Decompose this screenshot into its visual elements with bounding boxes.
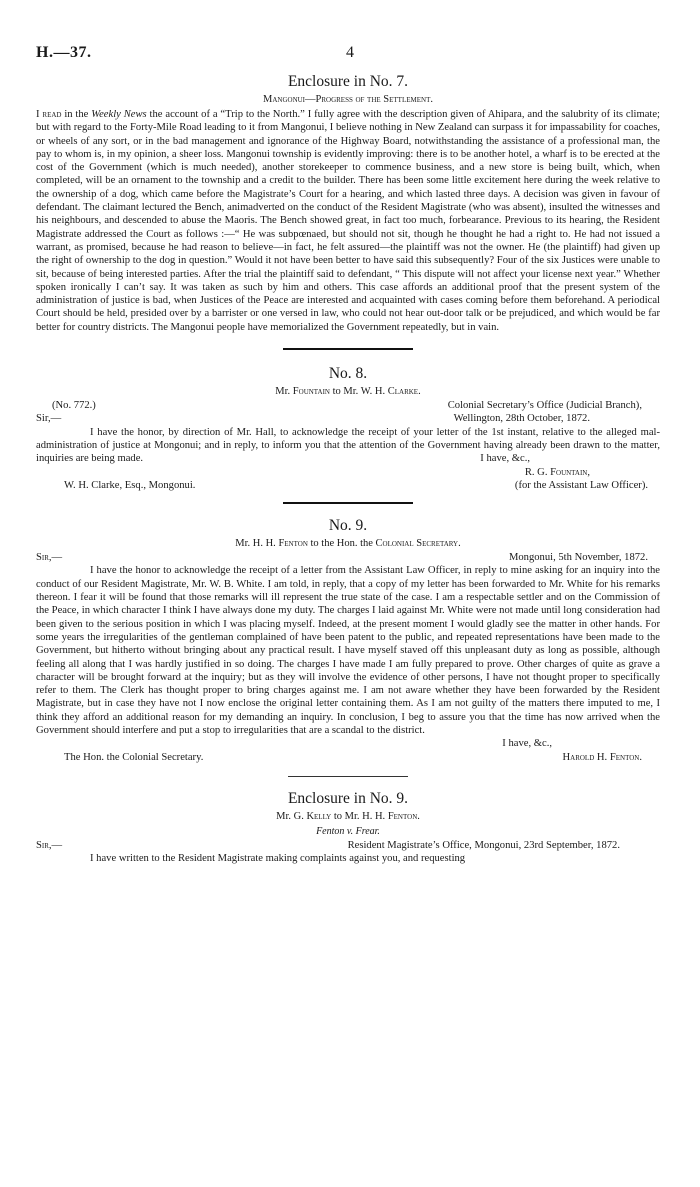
no-9-close-row	[36, 737, 660, 750]
enclosure-9-subtitle	[36, 809, 660, 824]
no-9-sender: Fenton	[278, 538, 308, 550]
no-9-subtitle	[36, 536, 660, 551]
no-9-sign-close: I have, &c.,	[502, 738, 552, 750]
letter-no-8	[36, 364, 660, 492]
newspaper-name: Weekly News	[91, 109, 147, 120]
no-8-ref-row	[36, 399, 660, 412]
enclosure-7-text-a: in the	[61, 109, 92, 120]
no-8-addressee-row	[36, 479, 660, 492]
no-8-office: Colonial Secretary’s Office (Judicial Branch),	[447, 400, 642, 412]
enclosure-7-lead: I read	[36, 109, 62, 120]
no-9-subtitle-mid: to the Hon. the	[307, 538, 376, 550]
no-8-sign-row	[36, 466, 660, 479]
no-9-date: Mongonui, 5th November, 1872.	[508, 552, 648, 564]
no-9-recipient: Colonial Secretary.	[375, 538, 461, 550]
letter-no-9	[36, 516, 660, 764]
no-8-subtitle	[36, 384, 660, 399]
no-8-sign-name: R. G. Fountain,	[524, 466, 590, 478]
no-8-subtitle-mid: to Mr. W. H.	[329, 386, 388, 398]
section-divider	[288, 776, 408, 777]
no-8-addressee: W. H. Clarke, Esq., Mongonui.	[64, 479, 196, 491]
no-8-sender: Fountain	[292, 386, 330, 398]
page-number: 4	[346, 44, 354, 61]
no-9-date-row	[36, 551, 660, 564]
section-divider	[283, 502, 413, 504]
no-8-sign-close: I have, &c.,	[480, 453, 530, 465]
no-9-salutation: Sir,—	[36, 552, 63, 564]
no-8-number-ref: (No. 772.)	[52, 400, 96, 412]
enclosure-7-text	[36, 108, 660, 334]
section-divider	[283, 348, 413, 350]
enclosure-9-subtitle-pre: Mr. G.	[276, 810, 307, 822]
no-8-subtitle-pre: Mr.	[275, 386, 293, 398]
enclosure-9-salutation: Sir,—	[36, 839, 63, 851]
report-reference: H.—37.	[36, 44, 92, 61]
no-9-sign-name: Harold H. Fenton.	[562, 751, 642, 763]
enclosure-7-subtitle: Mangonui—Progress of the Settlement.	[263, 94, 433, 105]
enclosure-9-recipient: Fenton.	[387, 810, 420, 822]
no-8-title: No. 8.	[328, 365, 368, 383]
page-body	[36, 72, 660, 865]
no-8-sign-role: (for the Assistant Law Officer).	[514, 479, 648, 491]
enclosure-9-case: Fenton v. Frear.	[316, 825, 380, 837]
no-8-body: I have the honor, by direction of Mr. Hall, to acknowledge the receipt of your letter of the 1st instant, relative to the alleged mal-administration of justice at Mongonui; and in reply, to inform you that the attention of the Government having already been drawn to the matter, inquiries are being made.	[36, 426, 660, 465]
no-8-date-row	[36, 412, 660, 425]
enclosure-9-title: Enclosure in No. 9.	[287, 789, 409, 807]
no-8-salutation: Sir,—	[36, 413, 62, 425]
enclosure-9-subtitle-mid: to Mr. H. H.	[331, 810, 388, 822]
no-9-title: No. 9.	[328, 517, 368, 535]
no-9-addressee: The Hon. the Colonial Secretary.	[64, 751, 204, 763]
enclosure-7-section	[36, 72, 660, 334]
enclosure-9-office-date: Resident Magistrate’s Office, Mongonui, 23rd September, 1872.	[347, 839, 620, 851]
no-9-body: I have the honor to acknowledge the receipt of a letter from the Assistant Law Officer, in reply to mine asking for an inquiry into the conduct of our Resident Magistrate, Mr. W. B. White. I am told, in reply, that a copy of my letter has been forwarded to Mr. White for his remarks thereon. I fear it will be found that those remarks will ill represent the true state of the case. I am a respectable settler and on the Commission of the Peace, in which character I think I have always done my duty. The charges I laid against Mr. White were not made until long consideration had been given to the serious position in which I was placing myself. Indeed, at the present moment I would gladly see the matter in other hands. For some years the irregularities of the gentleman complained of have been patent to the public, and repeated representations have been made to the Government, but hitherto without bringing about any practical result. I have myself staved off this unpleasant duty as long as possible, although feeling all along that I was hardly justified in so doing. The charges I have made I am fully prepared to prove. Other charges of quite as grave a character will be brought forward at the inquiry; but as they will involve the evidence of other persons, I have not thought proper to specifically refer to them. The Clerk has thought proper to bring charges against me. I am not aware whether they have been forwarded by the Resident Magistrate, but in case they have not I now enclose the original letter containing them. As I am not guilty of the matters there imputed to me, I think they afford an additional reason for my demanding an inquiry. In conclusion, I beg to assure you that the time has now arrived when the Government should interfere and put a stop to irregularities that are a scandal to the district.	[36, 565, 660, 736]
no-8-close-row	[36, 452, 660, 465]
enclosure-9-sender: Kelly	[306, 810, 332, 822]
no-8-recipient: Clarke.	[387, 386, 421, 398]
enclosure-7-title: Enclosure in No. 7.	[287, 73, 409, 90]
enclosure-9-section	[36, 789, 660, 866]
no-9-sign-row	[36, 751, 660, 764]
enclosure-9-date-row	[36, 839, 660, 852]
enclosure-7-text-b: the account of a “Trip to the North.” I fully agree with the description given of Ahipara, and the salubrity of its climate; but with regard to the Forty-Mile Road leading to it from Mangonui, I believe nothing in New Zealand can surpass it for impassability for coaches, or wheels of any sort, or in the bad management and ignorance of the Highway Board, notwithstanding the assistance of a professional man, the pay to whom is, in my opinion, a sheer loss. Mangonui township is evidently improving: there is to be another hotel, a wharf is to be erected at the cost of the Government (which is much needed), another storekeeper to commence business, and a new store is being built, which, when completed, will be an ornament to the township and a credit to the builder. There has been some little excitement here during the week relative to the ownership of a dog, which came before the Magistrate’s Court for a hearing, and which lasted three days. A decision was given in favour of defendant. The claimant lectured the Bench, animadverted on the conduct of the Resident Magistrate (who was absent), insulted the witnesses and his neighbours, and descended to abuse the Maoris. The Bench showed great, in fact too much, forbearance. Previous to its hearing, the Resident Magistrate addressed the Court as follows :—“ He was subpœnaed, but should not sit, though he thought he had a right to. He had not issued a warrant, as promised, because he had reason to believe—in fact, he felt assured—the plaintiff was not the owner. He (the plaintiff) had given up the right of ownership to the dog in question.” Would it not have been better to have said this subsequently? Four of the six Justices were unable to sit, because of being interested parties. After the trial the plaintiff said to defendant, “ This dispute will not affect your license next year.” Whether spoken ironically I can’t say. It was taken as such by him and others. This case affords an additional proof that the present system of the administration of justice is bad, when Justices of the Peace are interested and acquainted with cases coming before them beforehand. A periodical Court should be held, presided over by a barrister or one versed in law, who could not hear out-door talk or be prejudiced, and which would be far better for country districts. The Mangonui people have memorialized the Government repeatedly, but in vain.	[36, 109, 660, 333]
no-8-date: Wellington, 28th October, 1872.	[453, 413, 590, 425]
no-9-subtitle-pre: Mr. H. H.	[235, 538, 279, 550]
page-header	[36, 44, 664, 68]
enclosure-9-body: I have written to the Resident Magistrate making complaints against you, and requesting	[90, 853, 466, 865]
